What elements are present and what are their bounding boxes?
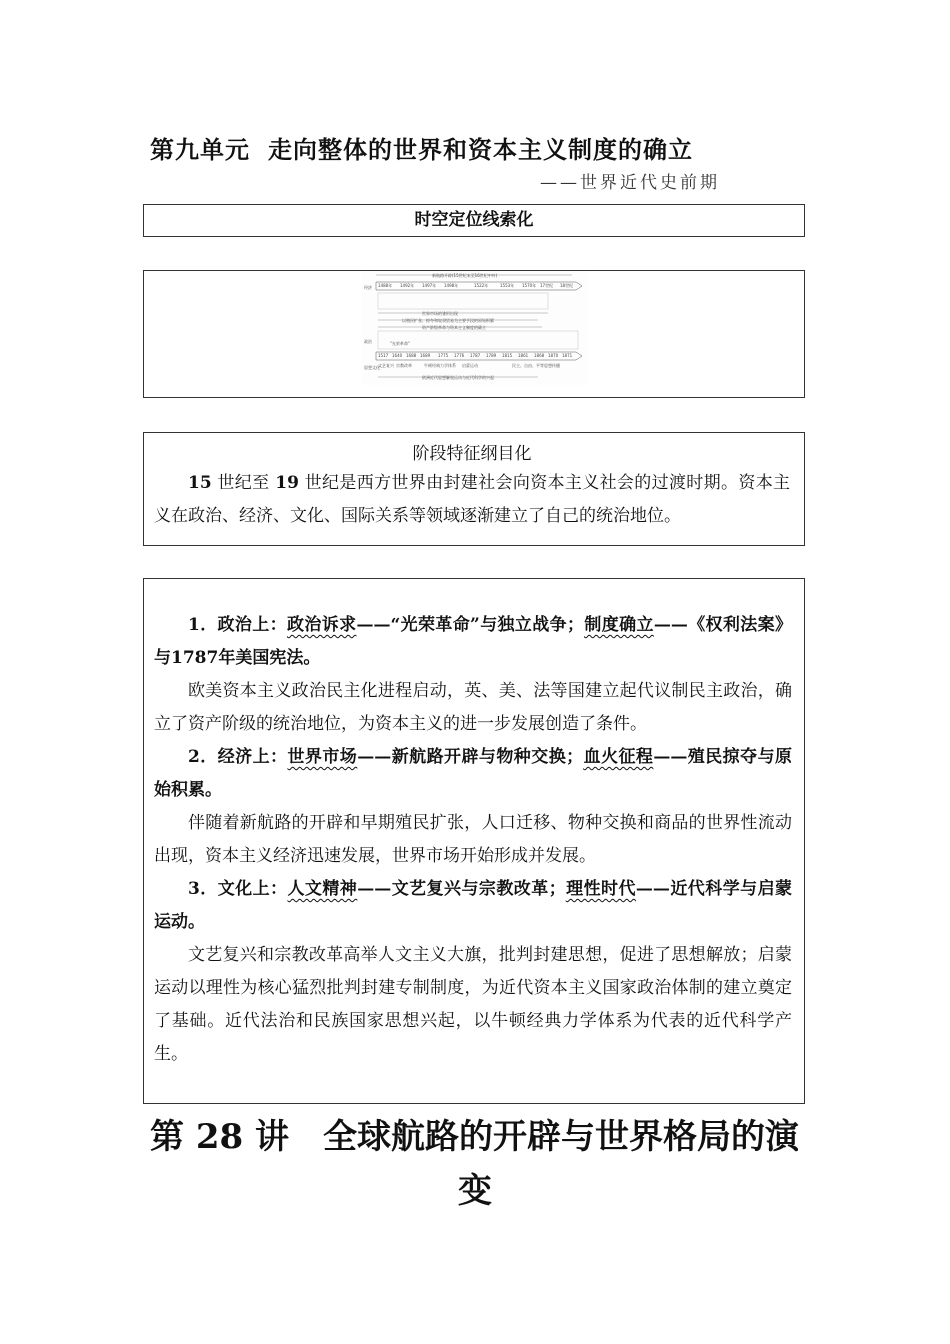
unit-title: [150, 130, 693, 165]
politics-label: "光荣革命": [390, 341, 410, 346]
culture-item: 文艺复兴: [378, 363, 394, 368]
politics-caption: 资产阶级革命与资本主义制度的确立: [422, 325, 486, 330]
point-key-2: 制度确立: [584, 615, 654, 635]
features-num1: 15: [188, 473, 212, 493]
point-text-1: ——文艺复兴与宗教改革；: [357, 879, 566, 899]
culture-items: [378, 362, 560, 368]
econ-year: 1570年: [522, 283, 537, 288]
point-number: 3．文化上：: [188, 879, 288, 899]
pol-year: 1787: [470, 353, 481, 358]
pol-year: 1871: [562, 353, 573, 358]
point-key-2: 血火征程: [583, 747, 654, 767]
econ-year: 1488年: [378, 283, 393, 288]
pol-year: 1861: [518, 353, 529, 358]
pol-year: 1868: [534, 353, 545, 358]
culture-caption: 欧洲近代思想解放运动与近代科学的兴起: [422, 375, 494, 380]
row-label-culture: 思想文化: [364, 365, 380, 370]
pol-year: 1640: [392, 353, 403, 358]
lecture-title: [150, 1110, 800, 1218]
timeline-heading-box: [143, 204, 805, 237]
point-heading: [154, 741, 792, 807]
timeline-heading: 时空定位线索化: [414, 210, 534, 230]
econ-years: [378, 282, 573, 288]
point-key-1: 世界市场: [287, 747, 358, 767]
point-text-1: ——“光荣革命”与独立战争；: [356, 615, 585, 635]
pol-year: 1776: [454, 353, 465, 358]
pol-year: 1689: [420, 353, 431, 358]
pol-year: 1775: [438, 353, 449, 358]
timeline-diagram: [362, 271, 588, 385]
point-number: 1．政治上：: [188, 615, 288, 635]
unit-subtitle: ——世界近代史前期: [540, 173, 720, 193]
econ-top-caption: 新航路开辟(15世纪末至16世纪中叶): [432, 273, 498, 278]
pol-year: 1517: [378, 353, 389, 358]
politics-years: [378, 353, 573, 358]
pol-year: 1815: [502, 353, 513, 358]
culture-item: 启蒙运动: [462, 363, 478, 368]
features-text1: 世纪至: [217, 473, 270, 493]
features-heading: 阶段特征纲目化: [412, 444, 532, 464]
econ-year: 1498年: [444, 283, 459, 288]
econ-year: 1497年: [422, 283, 437, 288]
unit-label: 第九单元: [150, 135, 250, 164]
point-body: 文艺复兴和宗教改革高举人文主义大旗，批判封建思想，促进了思想解放；启蒙运动以理性为核心猛烈批判封建专制制度，为近代资本主义国家政治体制的建立奠定了基础。近代法治和民族国家思想兴起，以牛顿经典力学体系为代表的近代科学产生。: [154, 945, 792, 1064]
point-key-2: 理性时代: [565, 879, 636, 899]
econ-year: 17世纪: [540, 283, 554, 288]
point-text-2: ——《权利法案》与1787年美国宪法。: [154, 615, 793, 668]
row-label-politics: 政治: [364, 339, 372, 344]
pol-year: 1688: [406, 353, 417, 358]
point-key-1: 政治诉求: [287, 615, 357, 635]
pol-year: 1870: [548, 353, 559, 358]
econ-year: 1522年: [474, 283, 489, 288]
point-text-1: ——新航路开辟与物种交换；: [357, 747, 584, 767]
point-body: 欧美资本主义政治民主化进程启动，英、美、法等国建立起代议制民主政治，确立了资产阶级的统治地位，为资本主义的进一步发展创造了条件。: [154, 681, 792, 734]
features-num2: 19: [275, 473, 299, 493]
point-text-2: ——殖民掠夺与原始积累。: [154, 747, 793, 800]
points-box: [143, 578, 805, 1104]
point-heading: [154, 873, 792, 939]
culture-item: 牛顿经典力学体系: [424, 363, 456, 368]
timeline-diagram-box: [143, 270, 805, 398]
econ-year: 1492年: [400, 283, 415, 288]
features-paragraph: [154, 467, 790, 533]
econ-year: 1553年: [500, 283, 515, 288]
econ-year: 18世纪: [560, 283, 574, 288]
econ-caption-2: 以殖民扩张、掠夺和奴隶贸易为主要手段的原始积累: [402, 318, 494, 323]
culture-item: 宗教改革: [396, 363, 412, 368]
point-number: 2．经济上：: [188, 747, 288, 767]
point-heading: [154, 609, 792, 675]
point-body: 伴随着新航路的开辟和早期殖民扩张，人口迁移、物种交换和商品的世界性流动出现，资本主义经济迅速发展，世界市场开始形成并发展。: [154, 813, 792, 866]
point-key-1: 人文精神: [287, 879, 358, 899]
features-box: [143, 432, 805, 546]
econ-bottom-caption: 世界市场的雏形出现: [422, 311, 458, 316]
lecture-title-line-1: 第 28 讲 全球航路的开辟与世界格局的演: [150, 1117, 799, 1157]
unit-title-text: 走向整体的世界和资本主义制度的确立: [268, 135, 693, 164]
lecture-title-line-2: 变: [458, 1171, 492, 1211]
point-text-2: ——近代科学与启蒙运动。: [154, 879, 793, 932]
culture-item: 民主、自由、平等思想传播: [512, 363, 560, 368]
features-text2: 世纪是西方世界由封建社会向资本主义社会的过渡时期。资本主义在政治、经济、文化、国际关系等领域逐渐建立了自己的统治地位。: [154, 473, 791, 526]
pol-year: 1789: [486, 353, 497, 358]
row-label-economy: 经济: [364, 285, 372, 290]
